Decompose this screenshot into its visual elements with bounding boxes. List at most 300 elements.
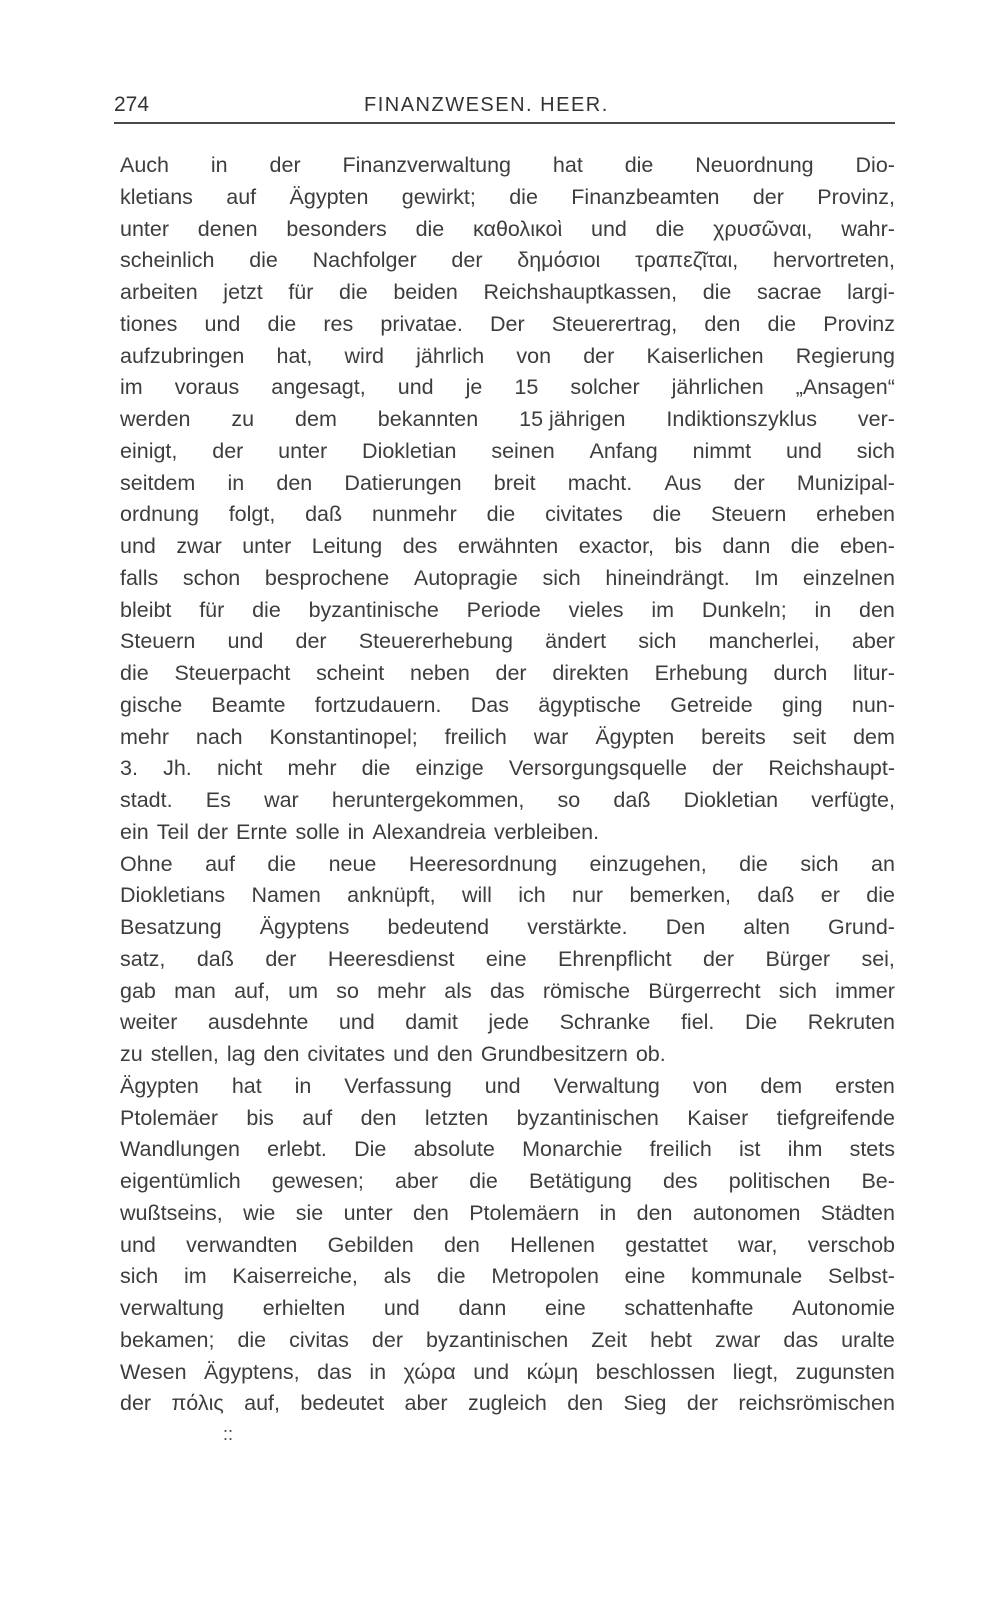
word: und xyxy=(383,1296,420,1320)
text-line xyxy=(120,690,895,722)
word: Provinz xyxy=(823,311,895,336)
word: auf xyxy=(226,184,257,209)
word: Kaiser xyxy=(687,1105,749,1130)
word: kletians xyxy=(120,184,193,209)
word: bekannten xyxy=(377,407,479,431)
word: stadt. xyxy=(120,788,173,812)
word: Den xyxy=(665,915,706,939)
word: der xyxy=(295,629,327,654)
word: satz, xyxy=(120,946,166,971)
word: die xyxy=(436,1264,466,1289)
word: breit xyxy=(493,470,536,495)
text-line xyxy=(120,436,895,468)
word: χρυσῶναι, xyxy=(713,216,813,241)
text-line xyxy=(120,1198,895,1230)
word: eigentümlich xyxy=(120,1169,241,1193)
word: Alexandreia xyxy=(372,819,486,844)
word: daß xyxy=(305,502,343,527)
word: ersten xyxy=(835,1073,895,1098)
text-line xyxy=(120,309,895,341)
word: byzantinischen xyxy=(516,1105,659,1130)
word: und xyxy=(393,1042,429,1066)
word: in xyxy=(369,1359,387,1384)
text-line xyxy=(120,1134,895,1166)
word: neue xyxy=(328,851,377,876)
word: 15 jährigen xyxy=(519,407,626,431)
word: Ernte xyxy=(236,819,288,844)
word: war xyxy=(533,724,569,749)
word: verfügte, xyxy=(811,788,895,812)
word: exactor, xyxy=(578,534,655,558)
word: bereits xyxy=(701,724,766,749)
word: Steuerpacht xyxy=(174,661,291,685)
word: beschlossen xyxy=(595,1359,716,1384)
word: unter xyxy=(242,534,292,558)
word: bis xyxy=(674,534,702,558)
word: und xyxy=(591,216,627,241)
word: byzantinische xyxy=(308,597,439,622)
word: Städten xyxy=(820,1200,895,1225)
word: und xyxy=(227,629,264,654)
word: jede xyxy=(488,1010,530,1035)
word: einzelnen xyxy=(802,565,895,590)
word: aber xyxy=(851,629,895,654)
word: seinen xyxy=(491,438,555,463)
word: hat xyxy=(552,153,583,177)
word: letzten xyxy=(424,1105,489,1130)
word: absolute xyxy=(413,1137,495,1162)
text-line xyxy=(120,944,895,976)
word: Anfang xyxy=(589,438,658,463)
word: daß xyxy=(196,946,234,971)
word: sie xyxy=(295,1200,324,1225)
word: καθολικοὶ xyxy=(473,216,563,241)
word: ging xyxy=(781,692,823,717)
word: mehr xyxy=(377,978,427,1003)
word: stets xyxy=(849,1137,895,1162)
word: dann xyxy=(722,534,771,558)
text-line xyxy=(120,341,895,373)
word: auf, xyxy=(244,1391,281,1416)
word: Heeresordnung xyxy=(408,851,558,876)
word: und xyxy=(397,375,434,400)
word: der xyxy=(733,470,765,495)
word: einigt, xyxy=(120,438,178,463)
text-line xyxy=(120,1071,895,1103)
word: hebt xyxy=(650,1327,692,1352)
word: unter xyxy=(278,438,328,463)
word: der xyxy=(712,756,744,781)
word: Es xyxy=(205,788,231,812)
word: verschob xyxy=(807,1232,895,1257)
word: dann xyxy=(458,1296,507,1320)
text-line xyxy=(120,722,895,754)
running-title: FINANZWESEN. HEER. xyxy=(364,94,609,116)
word: die xyxy=(739,851,768,876)
word: bemerken, xyxy=(629,883,732,908)
word: Reichshaupt- xyxy=(768,756,895,781)
word: civitates xyxy=(545,502,623,527)
word: der xyxy=(702,946,735,971)
word: zu xyxy=(120,1042,143,1066)
word: civitates xyxy=(307,1042,386,1066)
word: sacrae xyxy=(757,280,822,304)
word: Sieg xyxy=(623,1391,667,1416)
word: nimmt xyxy=(692,438,752,463)
text-line xyxy=(120,817,895,849)
word: τραπεζῖται, xyxy=(635,248,739,273)
word: Ägypten xyxy=(289,184,369,209)
word: mancherlei, xyxy=(708,629,820,654)
word: Verfassung xyxy=(344,1073,452,1098)
word: Die xyxy=(744,1010,778,1035)
word: hat xyxy=(231,1073,262,1098)
word: den xyxy=(412,1200,449,1225)
word: Diokletians xyxy=(120,883,226,908)
word: bis xyxy=(246,1105,274,1130)
word: Datierungen xyxy=(344,470,462,495)
word: erheben xyxy=(816,502,895,527)
word: bleibt xyxy=(120,597,172,622)
word: Konstantinopel; xyxy=(269,724,418,749)
text-line xyxy=(120,1261,895,1293)
word: und xyxy=(120,1232,156,1257)
word: im xyxy=(183,1264,207,1289)
text-line xyxy=(120,468,895,500)
text-line xyxy=(120,277,895,309)
word: die xyxy=(509,184,538,209)
text-line xyxy=(120,595,895,627)
word: vieles xyxy=(568,597,624,622)
text-line xyxy=(120,214,895,246)
word: fortzudauern. xyxy=(314,692,442,717)
word: verwandten xyxy=(186,1232,298,1257)
word: auf xyxy=(302,1105,333,1130)
signature-mark: :: xyxy=(223,1424,234,1444)
word: tiefgreifende xyxy=(776,1105,895,1130)
word: Teil xyxy=(156,819,189,844)
word: den xyxy=(276,470,313,495)
word: freilich xyxy=(649,1137,712,1162)
word: Indiktionszyklus xyxy=(666,407,817,431)
word: Versorgungsquelle xyxy=(508,756,687,781)
word: schon xyxy=(182,565,241,590)
word: der xyxy=(752,184,784,209)
word: besonders xyxy=(286,216,387,241)
word: und xyxy=(338,1010,375,1035)
word: Finanzverwaltung xyxy=(342,153,512,177)
word: ausdehnte xyxy=(207,1010,309,1035)
word: damit xyxy=(405,1010,458,1035)
word: Reichshauptkassen, xyxy=(483,280,678,304)
word: und xyxy=(484,1073,521,1098)
word: ein xyxy=(120,819,149,844)
word: er xyxy=(820,883,840,908)
word: anknüpft, xyxy=(347,883,436,908)
word: sich xyxy=(638,629,677,654)
word: Beamte xyxy=(211,692,286,717)
word: civitas xyxy=(289,1327,349,1352)
word: Aus xyxy=(664,470,702,495)
word: mehr xyxy=(120,724,169,749)
word: der xyxy=(212,438,244,463)
word: die xyxy=(702,280,732,304)
word: ägyptische xyxy=(538,692,641,717)
word: angesagt, xyxy=(271,375,366,400)
word: κώμη xyxy=(526,1359,579,1384)
word: wahr- xyxy=(841,216,895,241)
word: Steuern xyxy=(120,629,196,654)
word: war, xyxy=(738,1232,778,1257)
word: nun- xyxy=(851,692,895,717)
word: als xyxy=(383,1264,412,1289)
word: Ägypten xyxy=(120,1073,199,1098)
word: Erhebung xyxy=(654,661,748,685)
word: scheint xyxy=(316,661,385,685)
word: χώρα xyxy=(403,1359,456,1384)
word: im xyxy=(120,375,143,400)
word: die xyxy=(652,502,682,527)
word: der xyxy=(196,819,229,844)
word: hervortreten, xyxy=(773,248,895,273)
text-line xyxy=(120,1325,895,1357)
word: ist xyxy=(739,1137,761,1162)
text-line xyxy=(120,849,895,881)
word: man xyxy=(174,978,216,1003)
word: Leitung xyxy=(311,534,383,558)
word: daß xyxy=(757,883,795,908)
word: hineindrängt. xyxy=(605,565,730,590)
word: bedeutend xyxy=(387,915,490,939)
word: folgt, xyxy=(228,502,276,527)
word: πόλις xyxy=(171,1391,224,1416)
word: das xyxy=(317,1359,352,1384)
word: daß xyxy=(613,788,651,812)
word: Dunkeln; xyxy=(701,597,787,622)
word: 3. xyxy=(120,756,138,781)
word: eine xyxy=(545,1296,586,1320)
word: uralte xyxy=(841,1327,895,1352)
word: der xyxy=(495,661,527,685)
word: Ehrenpflicht xyxy=(558,946,672,971)
text-line xyxy=(120,1357,895,1389)
word: Steuerertrag, xyxy=(551,311,678,336)
word: Diokletian xyxy=(683,788,779,812)
word: war xyxy=(264,788,299,812)
word: die xyxy=(790,534,820,558)
word: litur- xyxy=(853,661,895,685)
word: Zeit xyxy=(591,1327,628,1352)
word: nach xyxy=(195,724,243,749)
word: zu xyxy=(231,407,255,431)
word: fiel. xyxy=(680,1010,715,1035)
word: der xyxy=(583,343,615,368)
word: denen xyxy=(197,216,258,241)
word: Rekruten xyxy=(807,1010,895,1035)
text-line xyxy=(120,753,895,785)
word: Regierung xyxy=(795,343,895,368)
word: zwar xyxy=(714,1327,761,1352)
word: Im xyxy=(754,565,779,590)
word: eine xyxy=(485,946,527,971)
word: Heeresdienst xyxy=(327,946,455,971)
word: Be- xyxy=(861,1169,895,1193)
text-line xyxy=(120,404,895,436)
word: Verwaltung xyxy=(553,1073,660,1098)
word: die xyxy=(866,883,895,908)
word: wird xyxy=(344,343,384,368)
word: Metropolen xyxy=(491,1264,599,1289)
page-number: 274 xyxy=(114,93,150,116)
word: δημόσιοι xyxy=(517,248,601,273)
word: zugunsten xyxy=(795,1359,895,1384)
word: aber xyxy=(395,1169,439,1193)
word: sich xyxy=(778,978,817,1003)
word: besprochene xyxy=(264,565,390,590)
word: macht. xyxy=(567,470,633,495)
word: des xyxy=(402,534,438,558)
word: Nachfolger xyxy=(312,248,417,273)
word: privatae. xyxy=(380,311,463,336)
word: und xyxy=(785,438,822,463)
word: auf xyxy=(205,851,235,876)
text-line xyxy=(120,785,895,817)
word: aufzubringen xyxy=(120,343,245,368)
word: den xyxy=(636,1200,673,1225)
word: beiden xyxy=(393,280,458,304)
word: die xyxy=(339,280,368,304)
word: eben- xyxy=(839,534,895,558)
word: largi- xyxy=(847,280,895,304)
word: von xyxy=(692,1073,728,1098)
word: zugleich xyxy=(467,1391,547,1416)
word: direkten xyxy=(552,661,629,685)
word: den xyxy=(859,597,895,622)
word: solcher xyxy=(570,375,640,400)
word: Finanzbeamten xyxy=(571,184,720,209)
text-line xyxy=(120,1230,895,1262)
word: Das xyxy=(470,692,509,717)
word: res xyxy=(323,311,354,336)
word: heruntergekommen, xyxy=(331,788,525,812)
word: die xyxy=(469,1169,498,1193)
word: als xyxy=(444,978,472,1003)
word: römische xyxy=(542,978,631,1003)
word: gab xyxy=(120,978,156,1003)
word: verstärkte. xyxy=(527,915,628,939)
word: jährlichen xyxy=(671,375,764,400)
word: sich xyxy=(856,438,895,463)
word: Besatzung xyxy=(120,915,222,939)
word: des xyxy=(662,1169,698,1193)
word: werden xyxy=(120,407,191,431)
word: Neuordnung xyxy=(695,153,814,177)
word: in xyxy=(347,819,365,844)
word: neben xyxy=(409,661,470,685)
word: dem xyxy=(853,724,895,749)
word: gewirkt; xyxy=(401,184,476,209)
word: die xyxy=(267,311,297,336)
word: Gebilden xyxy=(327,1232,414,1257)
word: Auch xyxy=(120,153,170,177)
word: gische xyxy=(120,692,183,717)
word: lag xyxy=(226,1042,256,1066)
word: ob. xyxy=(635,1042,666,1066)
word: Munizipal- xyxy=(796,470,895,495)
word: je xyxy=(465,375,483,400)
word: von xyxy=(516,343,552,368)
word: Kaiserlichen xyxy=(646,343,764,368)
word: tiones xyxy=(120,311,178,336)
text-line xyxy=(120,1103,895,1135)
word: der xyxy=(120,1391,152,1416)
word: ihm xyxy=(787,1137,823,1162)
word: scheinlich xyxy=(120,248,215,273)
text-line xyxy=(120,1388,895,1420)
word: Der xyxy=(490,311,525,336)
word: Hellenen xyxy=(510,1232,595,1257)
word: durch xyxy=(773,661,828,685)
word: nunmehr xyxy=(371,502,457,527)
word: ändert xyxy=(545,629,607,654)
word: das xyxy=(783,1327,819,1352)
word: jährlich xyxy=(416,343,485,368)
text-line xyxy=(120,150,895,182)
word: der xyxy=(686,1391,718,1416)
word: autonomen xyxy=(692,1200,801,1225)
word: Provinz, xyxy=(817,184,895,209)
word: seit xyxy=(792,724,827,749)
word: Die xyxy=(354,1137,387,1162)
word: die xyxy=(486,502,516,527)
word: unter xyxy=(120,216,170,241)
word: jetzt xyxy=(223,280,263,304)
word: Jh. xyxy=(163,756,192,781)
text-line xyxy=(120,563,895,595)
word: in xyxy=(814,597,832,622)
word: arbeiten xyxy=(120,280,198,304)
word: stellen, xyxy=(150,1042,219,1066)
word: sei, xyxy=(861,946,895,971)
word: byzantinischen xyxy=(426,1327,569,1352)
word: eine xyxy=(624,1264,666,1289)
word: der xyxy=(269,153,301,177)
text-line xyxy=(120,182,895,214)
word: den xyxy=(443,1232,480,1257)
word: Periode xyxy=(466,597,541,622)
text-line xyxy=(120,1039,895,1071)
word: einzige xyxy=(415,756,484,781)
word: die xyxy=(655,216,685,241)
word: gestattet xyxy=(625,1232,708,1257)
word: nur xyxy=(572,883,604,908)
word: die xyxy=(624,153,654,177)
word: wußtseins, xyxy=(120,1200,223,1225)
word: wie xyxy=(243,1200,276,1225)
text-line xyxy=(120,976,895,1008)
word: Diokletian xyxy=(362,438,457,463)
word: um xyxy=(288,978,319,1003)
word: Monarchie xyxy=(522,1137,623,1162)
word: und xyxy=(120,534,156,558)
word: voraus xyxy=(174,375,240,400)
word: bekamen; xyxy=(120,1327,215,1352)
word: ich xyxy=(518,883,546,908)
text-line xyxy=(120,1007,895,1039)
word: Ägypten xyxy=(595,724,675,749)
word: dem xyxy=(760,1073,803,1098)
word: so xyxy=(336,978,359,1003)
